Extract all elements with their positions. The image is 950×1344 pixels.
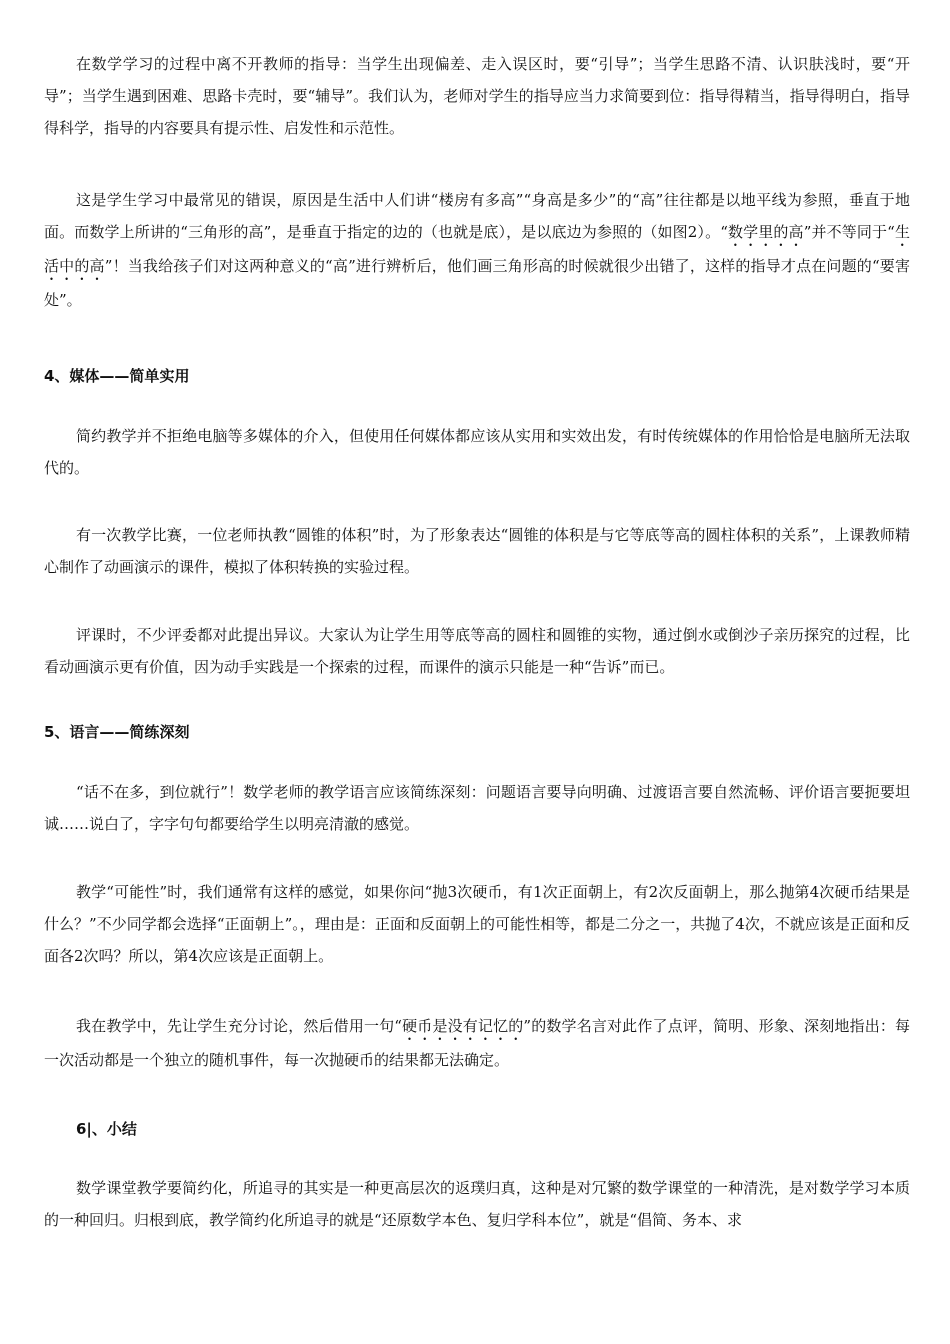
- paragraph-text: 有一次教学比赛，一位老师执教“圆锥的体积”时，为了形象表达“圆锥的体积是与它等底等高的圆柱体积的关系”，上课教师精心制作了动画演示的课件，模拟了体积转换的实验过程。: [44, 526, 910, 576]
- emphasis-text: 硬币是没有记忆的: [401, 1017, 524, 1035]
- paragraph-review: [44, 619, 910, 683]
- paragraph-media-intro: [44, 420, 910, 484]
- paragraph-text: 教学“可能性”时，我们通常有这样的感觉，如果你问“抛3次硬币，有1次正面朝上，有2次反面朝上，那么抛第4次硬币结果是什么？”不少同学都会选择“正面朝上”。，理由是：正面和反面朝上的可能性相等，都是二分之一，共抛了4次，不就应该是正面和反面各2次吗？所以，第4次应该是正面朝上。: [44, 883, 910, 965]
- paragraph-teacher-guidance: [44, 48, 910, 144]
- section-heading-language: 5、语言——简练深刻: [44, 723, 190, 741]
- paragraph-probability: [44, 876, 910, 972]
- paragraph-summary: [44, 1172, 910, 1236]
- section-heading-media: 4、媒体——简单实用: [44, 367, 190, 385]
- paragraph-text: 数学课堂教学要简约化，所追寻的其实是一种更高层次的返璞归真，这种是对冗繁的数学课堂的一种清洗，是对数学学习本质的一种回归。归根到底，教学简约化所追寻的就是“还原数学本色、复归学科本位”，就是“倡简、务本、求: [44, 1179, 910, 1229]
- emphasis-text: 数学里的高: [727, 223, 804, 241]
- paragraph-text: 评课时，不少评委都对此提出异议。大家认为让学生用等底等高的圆柱和圆锥的实物，通过倒水或倒沙子亲历探究的过程，比看动画演示更有价值，因为动手实践是一个探索的过程，而课件的演示只能是一种“告诉”而已。: [44, 626, 910, 676]
- paragraph-text: ”的数学名言对此作了点评，简明、形象、深刻地指出：每一次活动都是一个独立的随机事件，每一次抛硬币的结果都无法确定。: [44, 1017, 911, 1069]
- paragraph-text: 这是学生学习中最常见的错误，原因是生活中人们讲“楼房有多高”“身高是多少”的“高”往往都是以地平线为参照，垂直于地面。而数学上所讲的“三角形的高”，是垂直于指定的边的（也就是底），是以底边为参照的（如图2）。“: [44, 191, 910, 241]
- paragraph-text: ”并不等同于“: [803, 223, 895, 241]
- paragraph-coin-memory: [44, 1010, 910, 1076]
- section-heading-summary: 6|、小结: [76, 1120, 137, 1138]
- paragraph-text: 我在教学中，先让学生充分讨论，然后借用一句“: [76, 1017, 402, 1035]
- paragraph-text: ”！当我给孩子们对这两种意义的“高”进行辨析后，他们画三角形高的时候就很少出错了，这样的指导才点在问题的“要害处”。: [44, 257, 910, 309]
- emphasis-text: 生活中的高: [44, 223, 910, 275]
- paragraph-text: 在数学学习的过程中离不开教师的指导：当学生出现偏差、走入误区时，要“引导”；当学生思路不清、认识肤浅时，要“开导”；当学生遇到困难、思路卡壳时，要“辅导”。我们认为，老师对学生的指导应当力求简要到位：指导得精当，指导得明白，指导得科学，指导的内容要具有提示性、启发性和示范性。: [44, 55, 910, 137]
- paragraph-text: “话不在多，到位就行”！数学老师的教学语言应该简练深刻：问题语言要导向明确、过渡语言要自然流畅、评价语言要扼要坦诚……说白了，字字句句都要给学生以明亮清澈的感觉。: [44, 783, 910, 833]
- paragraph-language-intro: [44, 776, 910, 840]
- paragraph-cone-volume: [44, 519, 910, 583]
- paragraph-text: 简约教学并不拒绝电脑等多媒体的介入，但使用任何媒体都应该从实用和实效出发，有时传统媒体的作用恰恰是电脑所无法取代的。: [44, 427, 910, 477]
- paragraph-height-concept: [44, 184, 910, 316]
